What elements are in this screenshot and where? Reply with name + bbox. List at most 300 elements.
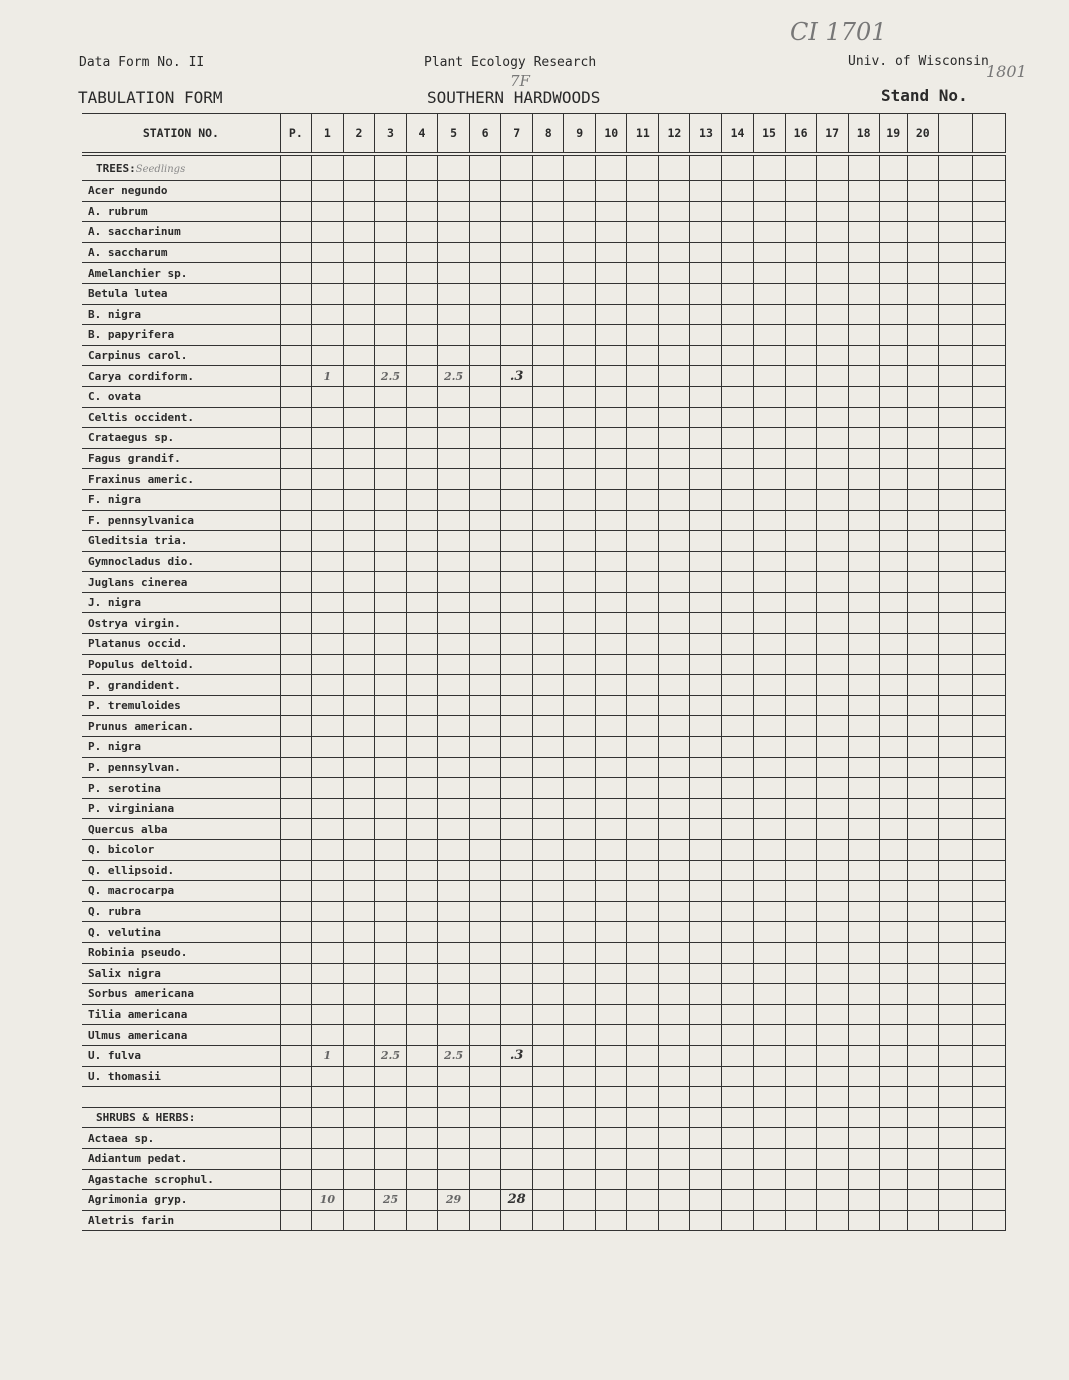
data-cell[interactable] [311, 1087, 343, 1108]
data-cell[interactable] [816, 1128, 848, 1149]
data-cell[interactable] [627, 840, 659, 861]
data-cell[interactable] [470, 737, 501, 758]
data-cell[interactable] [564, 716, 596, 737]
data-cell[interactable] [564, 1004, 596, 1025]
data-cell[interactable] [753, 984, 785, 1005]
data-cell[interactable] [659, 1128, 690, 1149]
data-cell[interactable] [343, 1190, 374, 1211]
data-cell[interactable] [470, 634, 501, 655]
data-cell[interactable] [627, 1087, 659, 1108]
data-cell[interactable] [938, 304, 972, 325]
data-cell[interactable] [438, 634, 470, 655]
data-cell[interactable] [596, 201, 627, 222]
data-cell[interactable] [627, 737, 659, 758]
data-cell[interactable] [596, 613, 627, 634]
data-cell[interactable] [470, 1210, 501, 1231]
data-cell[interactable] [311, 757, 343, 778]
data-cell[interactable] [343, 1128, 374, 1149]
data-cell[interactable] [690, 840, 722, 861]
data-cell[interactable] [438, 407, 470, 428]
data-cell[interactable] [407, 963, 438, 984]
data-cell[interactable] [374, 531, 406, 552]
data-cell[interactable] [907, 154, 938, 181]
data-cell[interactable] [501, 1148, 533, 1169]
data-cell[interactable] [879, 675, 907, 696]
data-cell[interactable] [596, 942, 627, 963]
data-cell[interactable] [816, 154, 848, 181]
data-cell[interactable] [816, 222, 848, 243]
data-cell[interactable] [564, 489, 596, 510]
data-cell[interactable] [907, 201, 938, 222]
data-cell[interactable] [470, 942, 501, 963]
data-cell[interactable] [407, 551, 438, 572]
data-cell[interactable] [753, 489, 785, 510]
data-cell[interactable] [438, 283, 470, 304]
data-cell[interactable] [907, 695, 938, 716]
data-cell[interactable] [816, 695, 848, 716]
data-cell[interactable] [374, 634, 406, 655]
data-cell[interactable] [879, 428, 907, 449]
data-cell[interactable] [596, 154, 627, 181]
data-cell[interactable] [627, 201, 659, 222]
data-cell[interactable]: 29 [438, 1190, 470, 1211]
data-cell[interactable] [690, 1148, 722, 1169]
data-cell[interactable] [816, 1169, 848, 1190]
data-cell[interactable] [722, 1190, 753, 1211]
data-cell[interactable] [753, 963, 785, 984]
data-cell[interactable] [470, 1169, 501, 1190]
data-cell[interactable] [907, 366, 938, 387]
data-cell[interactable] [972, 345, 1005, 366]
data-cell[interactable] [848, 778, 879, 799]
data-cell[interactable] [343, 840, 374, 861]
data-cell[interactable] [470, 469, 501, 490]
data-cell[interactable] [848, 510, 879, 531]
data-cell[interactable] [280, 1210, 311, 1231]
data-cell[interactable] [848, 881, 879, 902]
data-cell[interactable] [564, 778, 596, 799]
data-cell[interactable] [627, 716, 659, 737]
data-cell[interactable] [753, 737, 785, 758]
data-cell[interactable] [596, 469, 627, 490]
data-cell[interactable] [972, 1045, 1005, 1066]
data-cell[interactable] [972, 386, 1005, 407]
data-cell[interactable] [627, 1190, 659, 1211]
data-cell[interactable] [722, 1210, 753, 1231]
data-cell[interactable] [564, 984, 596, 1005]
data-cell[interactable] [311, 737, 343, 758]
data-cell[interactable] [879, 716, 907, 737]
data-cell[interactable] [816, 263, 848, 284]
data-cell[interactable] [596, 1087, 627, 1108]
data-cell[interactable] [407, 592, 438, 613]
data-cell[interactable] [722, 984, 753, 1005]
data-cell[interactable] [407, 819, 438, 840]
data-cell[interactable] [722, 551, 753, 572]
data-cell[interactable] [564, 325, 596, 346]
data-cell[interactable] [659, 798, 690, 819]
data-cell[interactable] [438, 469, 470, 490]
data-cell[interactable] [753, 654, 785, 675]
data-cell[interactable] [407, 407, 438, 428]
data-cell[interactable] [785, 304, 816, 325]
data-cell[interactable] [848, 675, 879, 696]
data-cell[interactable] [374, 222, 406, 243]
data-cell[interactable] [690, 407, 722, 428]
data-cell[interactable] [501, 1004, 533, 1025]
data-cell[interactable] [374, 428, 406, 449]
data-cell[interactable] [879, 242, 907, 263]
data-cell[interactable] [938, 860, 972, 881]
data-cell[interactable] [374, 922, 406, 943]
data-cell[interactable] [280, 963, 311, 984]
data-cell[interactable] [627, 448, 659, 469]
data-cell[interactable] [879, 1107, 907, 1128]
data-cell[interactable] [564, 510, 596, 531]
data-cell[interactable] [407, 263, 438, 284]
data-cell[interactable] [596, 489, 627, 510]
data-cell[interactable] [407, 222, 438, 243]
data-cell[interactable] [785, 531, 816, 552]
data-cell[interactable] [938, 366, 972, 387]
data-cell[interactable] [407, 1025, 438, 1046]
data-cell[interactable] [690, 469, 722, 490]
data-cell[interactable] [722, 407, 753, 428]
data-cell[interactable] [938, 592, 972, 613]
data-cell[interactable] [816, 469, 848, 490]
data-cell[interactable] [659, 407, 690, 428]
data-cell[interactable] [407, 1169, 438, 1190]
data-cell[interactable] [627, 242, 659, 263]
data-cell[interactable] [659, 1004, 690, 1025]
data-cell[interactable] [848, 798, 879, 819]
data-cell[interactable] [785, 345, 816, 366]
data-cell[interactable] [533, 510, 564, 531]
data-cell[interactable] [753, 154, 785, 181]
data-cell[interactable] [596, 1169, 627, 1190]
data-cell[interactable] [722, 469, 753, 490]
data-cell[interactable] [564, 1066, 596, 1087]
data-cell[interactable] [785, 572, 816, 593]
data-cell[interactable] [564, 1128, 596, 1149]
data-cell[interactable] [627, 1045, 659, 1066]
data-cell[interactable] [722, 634, 753, 655]
data-cell[interactable] [690, 737, 722, 758]
data-cell[interactable] [533, 963, 564, 984]
data-cell[interactable] [374, 654, 406, 675]
data-cell[interactable] [848, 386, 879, 407]
data-cell[interactable] [785, 613, 816, 634]
data-cell[interactable] [564, 154, 596, 181]
data-cell[interactable] [722, 201, 753, 222]
data-cell[interactable] [280, 325, 311, 346]
data-cell[interactable] [722, 819, 753, 840]
data-cell[interactable] [722, 860, 753, 881]
data-cell[interactable] [972, 613, 1005, 634]
data-cell[interactable] [501, 1025, 533, 1046]
data-cell[interactable] [816, 984, 848, 1005]
data-cell[interactable] [343, 634, 374, 655]
data-cell[interactable] [438, 1004, 470, 1025]
data-cell[interactable] [879, 154, 907, 181]
data-cell[interactable] [907, 901, 938, 922]
data-cell[interactable] [280, 572, 311, 593]
data-cell[interactable] [501, 1087, 533, 1108]
data-cell[interactable] [753, 716, 785, 737]
data-cell[interactable] [501, 942, 533, 963]
data-cell[interactable] [690, 386, 722, 407]
data-cell[interactable] [596, 1004, 627, 1025]
data-cell[interactable] [438, 675, 470, 696]
data-cell[interactable] [848, 840, 879, 861]
data-cell[interactable] [753, 1087, 785, 1108]
data-cell[interactable] [785, 860, 816, 881]
data-cell[interactable] [311, 984, 343, 1005]
data-cell[interactable] [690, 860, 722, 881]
data-cell[interactable] [343, 1169, 374, 1190]
data-cell[interactable] [879, 840, 907, 861]
data-cell[interactable] [343, 675, 374, 696]
data-cell[interactable] [407, 181, 438, 202]
data-cell[interactable] [374, 1107, 406, 1128]
data-cell[interactable] [470, 325, 501, 346]
data-cell[interactable] [938, 345, 972, 366]
data-cell[interactable] [501, 654, 533, 675]
data-cell[interactable] [816, 840, 848, 861]
data-cell[interactable] [785, 551, 816, 572]
data-cell[interactable] [407, 304, 438, 325]
data-cell[interactable] [374, 283, 406, 304]
data-cell[interactable] [374, 757, 406, 778]
data-cell[interactable] [690, 1169, 722, 1190]
data-cell[interactable] [501, 242, 533, 263]
data-cell[interactable] [785, 881, 816, 902]
data-cell[interactable] [848, 428, 879, 449]
data-cell[interactable] [564, 181, 596, 202]
data-cell[interactable] [848, 1025, 879, 1046]
data-cell[interactable] [722, 757, 753, 778]
data-cell[interactable] [280, 201, 311, 222]
data-cell[interactable] [816, 757, 848, 778]
data-cell[interactable] [972, 922, 1005, 943]
data-cell[interactable] [311, 922, 343, 943]
data-cell[interactable] [311, 242, 343, 263]
data-cell[interactable] [501, 757, 533, 778]
data-cell[interactable] [343, 922, 374, 943]
data-cell[interactable] [501, 345, 533, 366]
data-cell[interactable] [972, 325, 1005, 346]
data-cell[interactable] [722, 154, 753, 181]
data-cell[interactable] [501, 1066, 533, 1087]
data-cell[interactable] [816, 345, 848, 366]
data-cell[interactable] [438, 1087, 470, 1108]
data-cell[interactable] [374, 154, 406, 181]
data-cell[interactable] [533, 1107, 564, 1128]
data-cell[interactable] [407, 345, 438, 366]
data-cell[interactable] [343, 325, 374, 346]
data-cell[interactable] [501, 778, 533, 799]
data-cell[interactable] [722, 448, 753, 469]
data-cell[interactable] [470, 881, 501, 902]
data-cell[interactable] [627, 304, 659, 325]
data-cell[interactable] [343, 531, 374, 552]
data-cell[interactable] [438, 984, 470, 1005]
data-cell[interactable] [753, 181, 785, 202]
data-cell[interactable] [311, 222, 343, 243]
data-cell[interactable] [690, 345, 722, 366]
data-cell[interactable] [374, 407, 406, 428]
data-cell[interactable] [907, 922, 938, 943]
data-cell[interactable] [722, 386, 753, 407]
data-cell[interactable] [407, 448, 438, 469]
data-cell[interactable] [407, 386, 438, 407]
data-cell[interactable] [659, 242, 690, 263]
data-cell[interactable] [311, 181, 343, 202]
data-cell[interactable] [501, 448, 533, 469]
data-cell[interactable] [785, 428, 816, 449]
data-cell[interactable] [596, 1128, 627, 1149]
data-cell[interactable] [753, 325, 785, 346]
data-cell[interactable] [533, 716, 564, 737]
data-cell[interactable] [753, 778, 785, 799]
data-cell[interactable] [722, 263, 753, 284]
data-cell[interactable] [785, 325, 816, 346]
data-cell[interactable] [533, 613, 564, 634]
data-cell[interactable] [533, 757, 564, 778]
data-cell[interactable] [596, 510, 627, 531]
data-cell[interactable] [938, 716, 972, 737]
data-cell[interactable] [627, 1148, 659, 1169]
data-cell[interactable] [785, 1210, 816, 1231]
data-cell[interactable] [753, 1190, 785, 1211]
data-cell[interactable] [659, 695, 690, 716]
data-cell[interactable] [564, 840, 596, 861]
data-cell[interactable] [659, 283, 690, 304]
data-cell[interactable] [972, 984, 1005, 1005]
data-cell[interactable] [280, 1025, 311, 1046]
data-cell[interactable] [596, 984, 627, 1005]
data-cell[interactable] [627, 613, 659, 634]
data-cell[interactable] [690, 263, 722, 284]
data-cell[interactable] [907, 1210, 938, 1231]
data-cell[interactable] [501, 181, 533, 202]
data-cell[interactable] [501, 860, 533, 881]
data-cell[interactable] [848, 1210, 879, 1231]
data-cell[interactable] [596, 1190, 627, 1211]
data-cell[interactable] [438, 489, 470, 510]
data-cell[interactable] [374, 1210, 406, 1231]
data-cell[interactable] [907, 531, 938, 552]
data-cell[interactable] [785, 840, 816, 861]
data-cell[interactable] [722, 510, 753, 531]
data-cell[interactable] [438, 757, 470, 778]
data-cell[interactable] [533, 592, 564, 613]
data-cell[interactable] [470, 181, 501, 202]
data-cell[interactable] [564, 613, 596, 634]
data-cell[interactable] [753, 1128, 785, 1149]
data-cell[interactable] [438, 778, 470, 799]
data-cell[interactable] [533, 242, 564, 263]
data-cell[interactable] [438, 901, 470, 922]
data-cell[interactable] [816, 798, 848, 819]
data-cell[interactable] [722, 778, 753, 799]
data-cell[interactable] [438, 242, 470, 263]
data-cell[interactable] [972, 551, 1005, 572]
data-cell[interactable] [690, 242, 722, 263]
data-cell[interactable] [438, 737, 470, 758]
data-cell[interactable] [627, 942, 659, 963]
data-cell[interactable] [627, 489, 659, 510]
data-cell[interactable] [533, 325, 564, 346]
data-cell[interactable] [280, 469, 311, 490]
data-cell[interactable] [907, 675, 938, 696]
data-cell[interactable] [501, 469, 533, 490]
data-cell[interactable] [972, 778, 1005, 799]
data-cell[interactable] [722, 613, 753, 634]
data-cell[interactable] [596, 1066, 627, 1087]
data-cell[interactable] [533, 695, 564, 716]
data-cell[interactable] [438, 819, 470, 840]
data-cell[interactable] [690, 963, 722, 984]
data-cell[interactable] [938, 154, 972, 181]
data-cell[interactable] [907, 1169, 938, 1190]
data-cell[interactable] [343, 304, 374, 325]
data-cell[interactable] [407, 737, 438, 758]
data-cell[interactable] [311, 819, 343, 840]
data-cell[interactable] [753, 592, 785, 613]
data-cell[interactable] [343, 942, 374, 963]
data-cell[interactable] [438, 510, 470, 531]
data-cell[interactable] [343, 242, 374, 263]
data-cell[interactable] [722, 489, 753, 510]
data-cell[interactable] [753, 531, 785, 552]
data-cell[interactable]: .3 [501, 1045, 533, 1066]
data-cell[interactable] [627, 1025, 659, 1046]
data-cell[interactable] [596, 242, 627, 263]
data-cell[interactable] [343, 572, 374, 593]
data-cell[interactable] [407, 489, 438, 510]
data-cell[interactable] [470, 407, 501, 428]
data-cell[interactable] [596, 798, 627, 819]
data-cell[interactable] [785, 1087, 816, 1108]
data-cell[interactable] [407, 1128, 438, 1149]
data-cell[interactable] [627, 531, 659, 552]
data-cell[interactable] [438, 654, 470, 675]
data-cell[interactable] [753, 1148, 785, 1169]
data-cell[interactable] [785, 201, 816, 222]
data-cell[interactable] [816, 283, 848, 304]
data-cell[interactable] [848, 757, 879, 778]
data-cell[interactable] [374, 448, 406, 469]
data-cell[interactable] [501, 325, 533, 346]
data-cell[interactable] [343, 510, 374, 531]
data-cell[interactable] [785, 984, 816, 1005]
data-cell[interactable] [722, 242, 753, 263]
data-cell[interactable] [280, 984, 311, 1005]
data-cell[interactable] [659, 1066, 690, 1087]
data-cell[interactable] [311, 654, 343, 675]
data-cell[interactable] [470, 860, 501, 881]
data-cell[interactable] [533, 881, 564, 902]
data-cell[interactable] [374, 1066, 406, 1087]
data-cell[interactable] [374, 469, 406, 490]
data-cell[interactable] [722, 366, 753, 387]
data-cell[interactable] [753, 860, 785, 881]
data-cell[interactable] [938, 428, 972, 449]
data-cell[interactable] [311, 1025, 343, 1046]
data-cell[interactable] [280, 592, 311, 613]
data-cell[interactable] [470, 1087, 501, 1108]
